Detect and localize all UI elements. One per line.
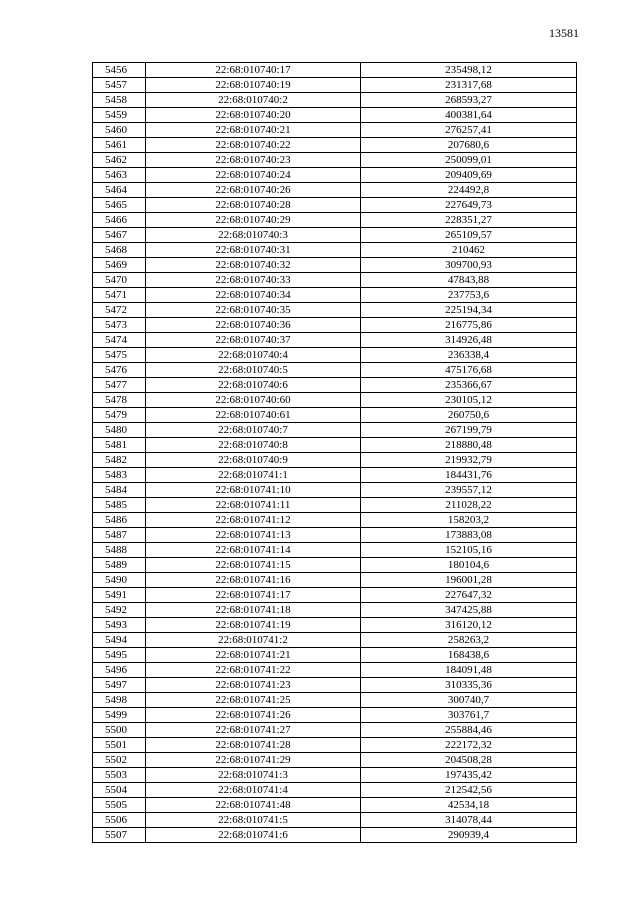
value-cell: 47843,88 <box>361 273 577 288</box>
value-cell: 158203,2 <box>361 513 577 528</box>
table-row <box>93 288 577 303</box>
cadastral-number-cell: 22:68:010740:61 <box>146 408 361 423</box>
cadastral-number-cell: 22:68:010741:6 <box>146 828 361 843</box>
value-cell: 235498,12 <box>361 63 577 78</box>
table-row <box>93 183 577 198</box>
row-number-cell: 5492 <box>93 603 146 618</box>
row-number-cell: 5494 <box>93 633 146 648</box>
value-cell: 314078,44 <box>361 813 577 828</box>
row-number-cell: 5493 <box>93 618 146 633</box>
cadastral-number-cell: 22:68:010740:31 <box>146 243 361 258</box>
value-cell: 42534,18 <box>361 798 577 813</box>
cadastral-number-cell: 22:68:010740:3 <box>146 228 361 243</box>
table-row <box>93 423 577 438</box>
row-number-cell: 5471 <box>93 288 146 303</box>
value-cell: 236338,4 <box>361 348 577 363</box>
cadastral-number-cell: 22:68:010740:20 <box>146 108 361 123</box>
row-number-cell: 5497 <box>93 678 146 693</box>
cadastral-number-cell: 22:68:010741:5 <box>146 813 361 828</box>
row-number-cell: 5488 <box>93 543 146 558</box>
value-cell: 207680,6 <box>361 138 577 153</box>
table-row <box>93 243 577 258</box>
table-row <box>93 558 577 573</box>
row-number-cell: 5501 <box>93 738 146 753</box>
cadastral-number-cell: 22:68:010740:24 <box>146 168 361 183</box>
row-number-cell: 5466 <box>93 213 146 228</box>
value-cell: 197435,42 <box>361 768 577 783</box>
row-number-cell: 5485 <box>93 498 146 513</box>
cadastral-number-cell: 22:68:010740:17 <box>146 63 361 78</box>
value-cell: 309700,93 <box>361 258 577 273</box>
value-cell: 180104,6 <box>361 558 577 573</box>
table-row <box>93 378 577 393</box>
table-row <box>93 78 577 93</box>
cadastral-number-cell: 22:68:010740:26 <box>146 183 361 198</box>
table-row <box>93 738 577 753</box>
row-number-cell: 5483 <box>93 468 146 483</box>
row-number-cell: 5463 <box>93 168 146 183</box>
cadastral-number-cell: 22:68:010741:14 <box>146 543 361 558</box>
cadastral-value-table <box>92 62 577 843</box>
cadastral-number-cell: 22:68:010741:3 <box>146 768 361 783</box>
value-cell: 347425,88 <box>361 603 577 618</box>
table-row <box>93 153 577 168</box>
row-number-cell: 5499 <box>93 708 146 723</box>
row-number-cell: 5505 <box>93 798 146 813</box>
value-cell: 184091,48 <box>361 663 577 678</box>
cadastral-number-cell: 22:68:010741:12 <box>146 513 361 528</box>
row-number-cell: 5500 <box>93 723 146 738</box>
row-number-cell: 5495 <box>93 648 146 663</box>
table-row <box>93 318 577 333</box>
table-row <box>93 483 577 498</box>
table-row <box>93 123 577 138</box>
table-row <box>93 168 577 183</box>
cadastral-number-cell: 22:68:010740:6 <box>146 378 361 393</box>
table-row <box>93 708 577 723</box>
cadastral-number-cell: 22:68:010740:23 <box>146 153 361 168</box>
value-cell: 290939,4 <box>361 828 577 843</box>
cadastral-number-cell: 22:68:010741:10 <box>146 483 361 498</box>
row-number-cell: 5456 <box>93 63 146 78</box>
value-cell: 225194,34 <box>361 303 577 318</box>
table-row <box>93 303 577 318</box>
table-row <box>93 618 577 633</box>
table-row <box>93 783 577 798</box>
value-cell: 168438,6 <box>361 648 577 663</box>
table-row <box>93 213 577 228</box>
row-number-cell: 5486 <box>93 513 146 528</box>
row-number-cell: 5470 <box>93 273 146 288</box>
row-number-cell: 5467 <box>93 228 146 243</box>
value-cell: 235366,67 <box>361 378 577 393</box>
cadastral-number-cell: 22:68:010740:8 <box>146 438 361 453</box>
row-number-cell: 5457 <box>93 78 146 93</box>
table-row <box>93 273 577 288</box>
value-cell: 211028,22 <box>361 498 577 513</box>
value-cell: 310335,36 <box>361 678 577 693</box>
row-number-cell: 5498 <box>93 693 146 708</box>
row-number-cell: 5459 <box>93 108 146 123</box>
value-cell: 250099,01 <box>361 153 577 168</box>
cadastral-number-cell: 22:68:010741:48 <box>146 798 361 813</box>
value-cell: 316120,12 <box>361 618 577 633</box>
table-row <box>93 108 577 123</box>
row-number-cell: 5482 <box>93 453 146 468</box>
value-cell: 230105,12 <box>361 393 577 408</box>
value-cell: 173883,08 <box>361 528 577 543</box>
row-number-cell: 5506 <box>93 813 146 828</box>
table-row <box>93 603 577 618</box>
row-number-cell: 5490 <box>93 573 146 588</box>
value-cell: 260750,6 <box>361 408 577 423</box>
row-number-cell: 5462 <box>93 153 146 168</box>
value-cell: 196001,28 <box>361 573 577 588</box>
cadastral-number-cell: 22:68:010740:33 <box>146 273 361 288</box>
cadastral-number-cell: 22:68:010741:29 <box>146 753 361 768</box>
table-row <box>93 663 577 678</box>
table-row <box>93 648 577 663</box>
table-row <box>93 438 577 453</box>
cadastral-number-cell: 22:68:010741:27 <box>146 723 361 738</box>
value-cell: 209409,69 <box>361 168 577 183</box>
table-row <box>93 693 577 708</box>
cadastral-number-cell: 22:68:010741:13 <box>146 528 361 543</box>
value-cell: 227649,73 <box>361 198 577 213</box>
table-row <box>93 453 577 468</box>
row-number-cell: 5480 <box>93 423 146 438</box>
table-row <box>93 348 577 363</box>
row-number-cell: 5465 <box>93 198 146 213</box>
row-number-cell: 5464 <box>93 183 146 198</box>
row-number-cell: 5487 <box>93 528 146 543</box>
table-row <box>93 498 577 513</box>
cadastral-number-cell: 22:68:010741:23 <box>146 678 361 693</box>
row-number-cell: 5473 <box>93 318 146 333</box>
cadastral-number-cell: 22:68:010741:16 <box>146 573 361 588</box>
cadastral-number-cell: 22:68:010741:18 <box>146 603 361 618</box>
cadastral-number-cell: 22:68:010741:28 <box>146 738 361 753</box>
cadastral-number-cell: 22:68:010740:22 <box>146 138 361 153</box>
value-cell: 184431,76 <box>361 468 577 483</box>
table-row <box>93 513 577 528</box>
row-number-cell: 5484 <box>93 483 146 498</box>
row-number-cell: 5458 <box>93 93 146 108</box>
cadastral-number-cell: 22:68:010740:9 <box>146 453 361 468</box>
value-cell: 268593,27 <box>361 93 577 108</box>
cadastral-number-cell: 22:68:010740:36 <box>146 318 361 333</box>
table-row <box>93 228 577 243</box>
table-row <box>93 528 577 543</box>
table-row <box>93 93 577 108</box>
value-cell: 227647,32 <box>361 588 577 603</box>
cadastral-number-cell: 22:68:010741:1 <box>146 468 361 483</box>
row-number-cell: 5479 <box>93 408 146 423</box>
value-cell: 222172,32 <box>361 738 577 753</box>
cadastral-number-cell: 22:68:010740:29 <box>146 213 361 228</box>
cadastral-number-cell: 22:68:010741:25 <box>146 693 361 708</box>
cadastral-number-cell: 22:68:010741:17 <box>146 588 361 603</box>
cadastral-number-cell: 22:68:010741:22 <box>146 663 361 678</box>
table-row <box>93 768 577 783</box>
value-cell: 219932,79 <box>361 453 577 468</box>
value-cell: 267199,79 <box>361 423 577 438</box>
value-cell: 216775,86 <box>361 318 577 333</box>
data-table-container <box>92 62 577 843</box>
table-row <box>93 333 577 348</box>
row-number-cell: 5496 <box>93 663 146 678</box>
value-cell: 239557,12 <box>361 483 577 498</box>
value-cell: 231317,68 <box>361 78 577 93</box>
value-cell: 475176,68 <box>361 363 577 378</box>
table-row <box>93 408 577 423</box>
row-number-cell: 5478 <box>93 393 146 408</box>
row-number-cell: 5503 <box>93 768 146 783</box>
row-number-cell: 5461 <box>93 138 146 153</box>
table-row <box>93 198 577 213</box>
cadastral-number-cell: 22:68:010741:4 <box>146 783 361 798</box>
cadastral-number-cell: 22:68:010740:21 <box>146 123 361 138</box>
row-number-cell: 5474 <box>93 333 146 348</box>
table-row <box>93 573 577 588</box>
value-cell: 152105,16 <box>361 543 577 558</box>
value-cell: 265109,57 <box>361 228 577 243</box>
cadastral-number-cell: 22:68:010741:19 <box>146 618 361 633</box>
row-number-cell: 5469 <box>93 258 146 273</box>
cadastral-number-cell: 22:68:010740:37 <box>146 333 361 348</box>
cadastral-number-cell: 22:68:010740:35 <box>146 303 361 318</box>
value-cell: 276257,41 <box>361 123 577 138</box>
page-number: 13581 <box>549 26 579 40</box>
value-cell: 218880,48 <box>361 438 577 453</box>
row-number-cell: 5476 <box>93 363 146 378</box>
cadastral-number-cell: 22:68:010740:2 <box>146 93 361 108</box>
row-number-cell: 5460 <box>93 123 146 138</box>
row-number-cell: 5481 <box>93 438 146 453</box>
value-cell: 314926,48 <box>361 333 577 348</box>
table-row <box>93 678 577 693</box>
table-row <box>93 588 577 603</box>
cadastral-number-cell: 22:68:010740:28 <box>146 198 361 213</box>
cadastral-number-cell: 22:68:010741:2 <box>146 633 361 648</box>
value-cell: 400381,64 <box>361 108 577 123</box>
cadastral-number-cell: 22:68:010740:4 <box>146 348 361 363</box>
table-row <box>93 258 577 273</box>
table-row <box>93 723 577 738</box>
table-row <box>93 543 577 558</box>
row-number-cell: 5502 <box>93 753 146 768</box>
table-row <box>93 363 577 378</box>
row-number-cell: 5477 <box>93 378 146 393</box>
cadastral-number-cell: 22:68:010740:5 <box>146 363 361 378</box>
value-cell: 228351,27 <box>361 213 577 228</box>
cadastral-number-cell: 22:68:010740:19 <box>146 78 361 93</box>
row-number-cell: 5491 <box>93 588 146 603</box>
value-cell: 210462 <box>361 243 577 258</box>
cadastral-number-cell: 22:68:010740:32 <box>146 258 361 273</box>
value-cell: 300740,7 <box>361 693 577 708</box>
value-cell: 258263,2 <box>361 633 577 648</box>
table-row <box>93 813 577 828</box>
cadastral-number-cell: 22:68:010740:7 <box>146 423 361 438</box>
value-cell: 212542,56 <box>361 783 577 798</box>
cadastral-number-cell: 22:68:010741:11 <box>146 498 361 513</box>
row-number-cell: 5507 <box>93 828 146 843</box>
row-number-cell: 5475 <box>93 348 146 363</box>
table-row <box>93 138 577 153</box>
cadastral-number-cell: 22:68:010740:60 <box>146 393 361 408</box>
table-row <box>93 63 577 78</box>
table-row <box>93 828 577 843</box>
row-number-cell: 5468 <box>93 243 146 258</box>
cadastral-number-cell: 22:68:010741:21 <box>146 648 361 663</box>
table-row <box>93 468 577 483</box>
row-number-cell: 5489 <box>93 558 146 573</box>
value-cell: 204508,28 <box>361 753 577 768</box>
cadastral-number-cell: 22:68:010740:34 <box>146 288 361 303</box>
table-row <box>93 798 577 813</box>
value-cell: 237753,6 <box>361 288 577 303</box>
row-number-cell: 5472 <box>93 303 146 318</box>
table-row <box>93 633 577 648</box>
table-row <box>93 393 577 408</box>
value-cell: 303761,7 <box>361 708 577 723</box>
table-body <box>93 63 577 843</box>
cadastral-number-cell: 22:68:010741:15 <box>146 558 361 573</box>
cadastral-number-cell: 22:68:010741:26 <box>146 708 361 723</box>
value-cell: 224492,8 <box>361 183 577 198</box>
row-number-cell: 5504 <box>93 783 146 798</box>
table-row <box>93 753 577 768</box>
value-cell: 255884,46 <box>361 723 577 738</box>
